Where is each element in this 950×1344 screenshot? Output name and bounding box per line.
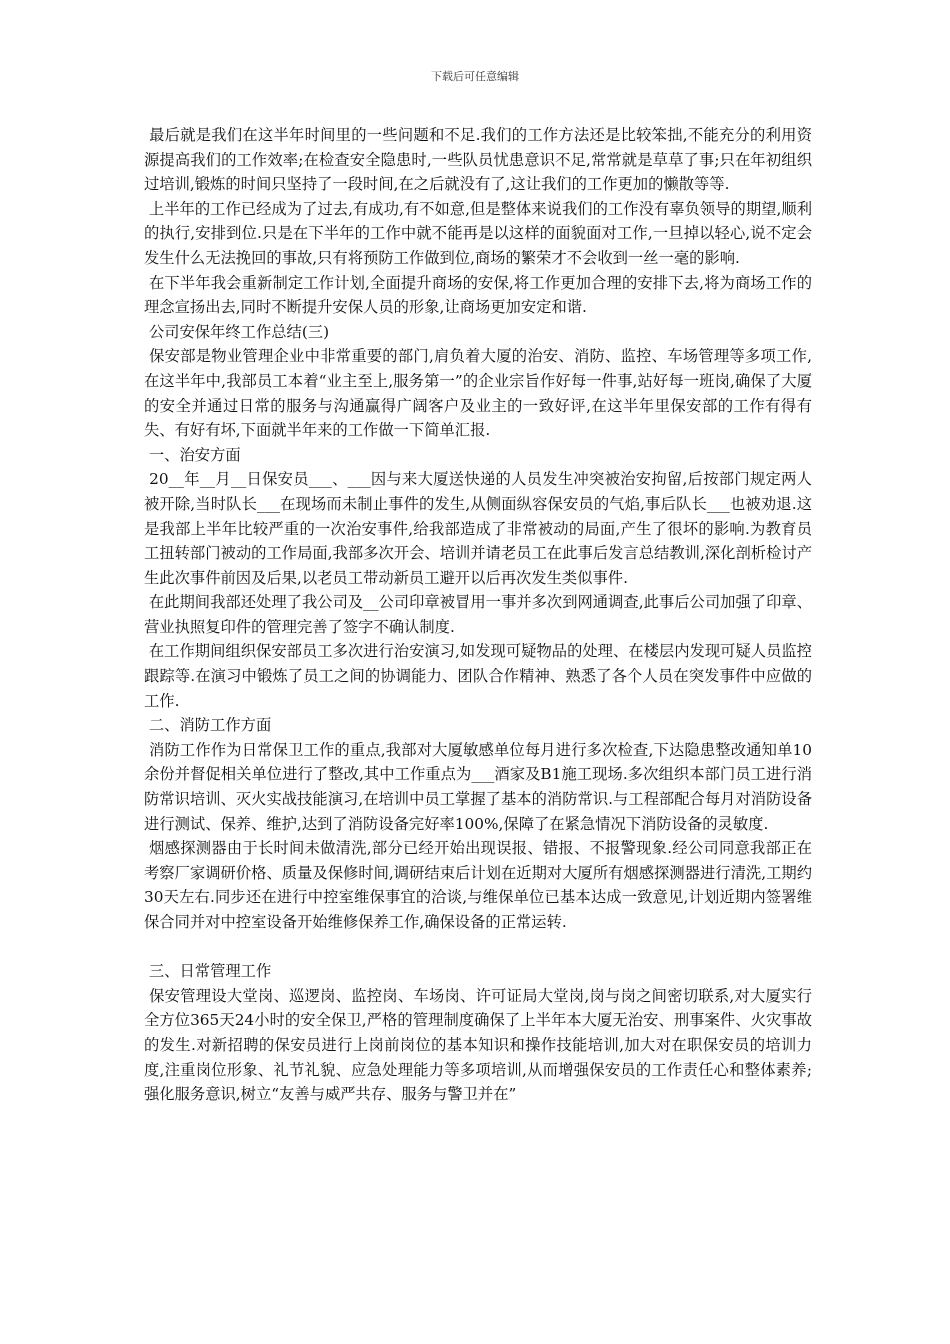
paragraph: 消防工作作为日常保卫工作的重点,我部对大厦敏感单位每月进行多次检查,下达隐患整改通知单10余份并督促相关单位进行了整改,其中工作重点为___酒家及B1施工现场.多次组织本部门员工进行消防常识培训、灭火实战技能演习,在培训中员工掌握了基本的消防常识.与工程部配合每月对消防设备进行测试、保养、维护,达到了消防设备完好率100%,保障了在紧急情况下消防设备的灵敏度. [144,740,812,833]
section-heading: 三、日常管理工作 [144,962,272,981]
paragraph: 保安管理设大堂岗、巡逻岗、监控岗、车场岗、许可证局大堂岗,岗与岗之间密切联系,对大厦实行全方位365天24小时的安全保卫,严格的管理制度确保了上半年本大厦无治安、刑事案件、火灾事故的发生.对新招聘的保安员进行上岗前岗位的基本知识和操作技能培训,加大对在职保安员的培训力度,注重岗位形象、礼节礼貌、应急处理能力等多项培训,从而增强保安员的工作责任心和整体素养;强化服务意识,树立“友善与威严共存、服务与警卫并在” [144,986,812,1104]
paragraph: 在此期间我部还处理了我公司及__公司印章被冒用一事并多次到网通调查,此事后公司加强了印章、营业执照复印件的管理完善了签字不确认制度. [144,593,812,636]
paragraph: 上半年的工作已经成为了过去,有成功,有不如意,但是整体来说我们的工作没有辜负领导的期望,顺利的执行,安排到位.只是在下半年的工作中就不能再是以这样的面貌面对工作,一旦掉以轻心,说不定会发生什么无法挽回的事故,只有将预防工作做到位,商场的繁荣才不会收到一丝一毫的影响. [144,199,812,267]
paragraph: 在工作期间组织保安部员工多次进行治安演习,如发现可疑物品的处理、在楼层内发现可疑人员监控跟踪等.在演习中锻炼了员工之间的协调能力、团队合作精神、熟悉了各个人员在突发事件中应做的工作. [144,642,812,710]
section-heading: 二、消防工作方面 [144,716,272,735]
paragraph: 在下半年我会重新制定工作计划,全面提升商场的安保,将工作更加合理的安排下去,将为商场工作的理念宣扬出去,同时不断提升安保人员的形象,让商场更加安定和谐. [144,273,812,317]
section-heading: 一、治安方面 [144,445,241,464]
paragraph: 烟感探测器由于长时间未做清洗,部分已经开始出现误报、错报、不报警现象.经公司同意我部正在考察厂家调研价格、质量及保修时间,调研结束后计划在近期对大厦所有烟感探测器进行清洗,工期约30天左右.同步还在进行中控室维保事宜的洽谈,与维保单位已基本达成一致意见,计划近期内签署维保合同并对中控室设备开始维修保养工作,确保设备的正常运转. [144,839,812,931]
paragraph: 20__年__月__日保安员___、___因与来大厦送快递的人员发生冲突被治安拘留,后按部门规定两人被开除,当时队长___在现场而未制止事件的发生,从侧面纵容保安员的气焰,事后队长___也被劝退.这是我部上半年比较严重的一次治安事件,给我部造成了非常被动的局面,产生了很坏的影响.为教育员工扭转部门被动的工作局面,我部多次开会、培训并请老员工在此事后发言总结教训,深化剖析检讨产生此次事件前因及后果,以老员工带动新员工避开以后再次发生类似事件. [144,470,812,587]
page-header: 下载后可任意编辑 [431,70,519,83]
section-title: 公司安保年终工作总结(三) [144,322,330,341]
document-body [144,123,812,1107]
paragraph: 保安部是物业管理企业中非常重要的部门,肩负着大厦的治安、消防、监控、车场管理等多项工作,在这半年中,我部员工本着“业主至上,服务第一”的企业宗旨作好每一件事,站好每一班岗,确保了大厦的安全并通过日常的服务与沟通赢得广阔客户及业主的一致好评,在这半年里保安部的工作有得有失、有好有坏,下面就半年来的工作做一下简单汇报. [144,347,812,440]
paragraph: 最后就是我们在这半年时间里的一些问题和不足.我们的工作方法还是比较笨拙,不能充分的利用资源提高我们的工作效率;在检查安全隐患时,一些队员忧患意识不足,常常就是草草了事;只在年初组织过培训,锻炼的时间只坚持了一段时间,在之后就没有了,这让我们的工作更加的懒散等等. [144,126,812,194]
